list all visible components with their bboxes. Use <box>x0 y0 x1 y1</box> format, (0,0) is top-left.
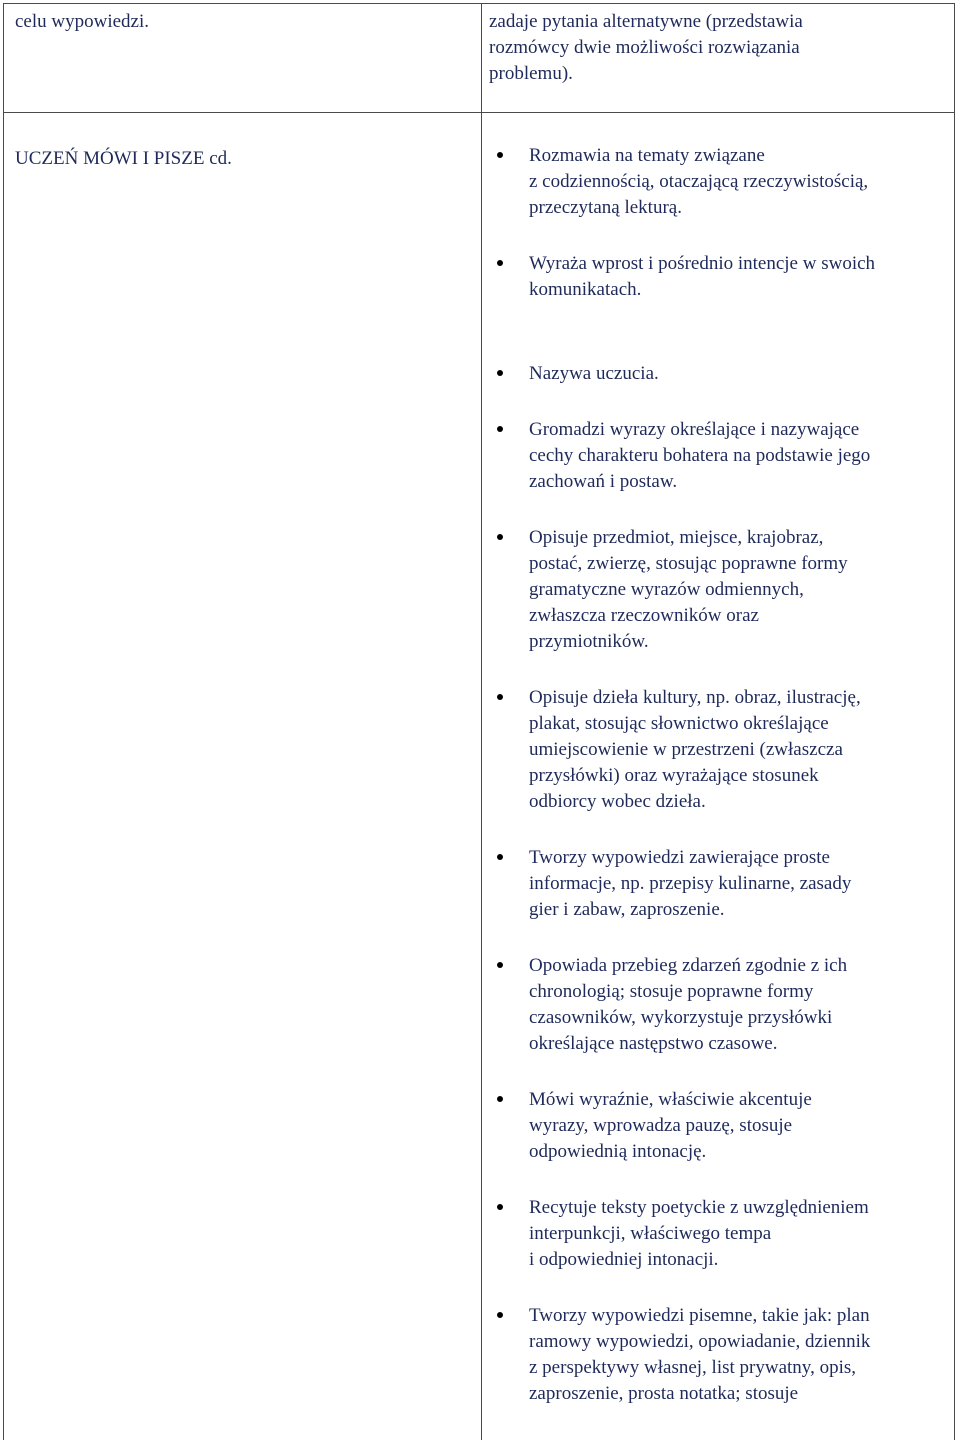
outcome-list <box>489 143 949 1437</box>
list-item: Nazywa uczucia. <box>489 361 949 387</box>
table-row <box>4 4 954 113</box>
list-item: Tworzy wypowiedzi pisemne, takie jak: plan ramowy wypowiedzi, opowiadanie, dziennik z perspektywy własnej, list prywatny, opis, zaproszenie, prosta notatka; stosuje <box>489 1303 949 1407</box>
list-item: Rozmawia na tematy związane z codziennością, otaczającą rzeczywistością, przeczytaną lekturą. <box>489 143 949 221</box>
list-item: Wyraża wprost i pośrednio intencje w swoich komunikatach. <box>489 251 949 303</box>
list-item: Opisuje przedmiot, miejsce, krajobraz, postać, zwierzę, stosując poprawne formy gramatyczne wyrazów odmiennych, zwłaszcza rzeczowników oraz przymiotników. <box>489 525 949 655</box>
row-1-right-cell: zadaje pytania alternatywne (przedstawia rozmówcy dwie możliwości rozwiązania problemu). <box>489 11 803 84</box>
curriculum-table <box>3 3 955 1440</box>
list-item: Gromadzi wyrazy określające i nazywające cechy charakteru bohatera na podstawie jego zachowań i postaw. <box>489 417 949 495</box>
list-item: Opowiada przebieg zdarzeń zgodnie z ich chronologią; stosuje poprawne formy czasowników, wykorzystuje przysłówki określające następstwo czasowe. <box>489 953 949 1057</box>
table-row <box>4 113 954 1440</box>
section-label: UCZEŃ MÓWI I PISZE cd. <box>15 148 232 169</box>
row-1-left-cell: celu wypowiedzi. <box>15 11 150 32</box>
list-item: Tworzy wypowiedzi zawierające proste informacje, np. przepisy kulinarne, zasady gier i zabaw, zaproszenie. <box>489 845 949 923</box>
list-item: Recytuje teksty poetyckie z uwzględnieniem interpunkcji, właściwego tempa i odpowiedniej intonacji. <box>489 1195 949 1273</box>
list-item: Mówi wyraźnie, właściwie akcentuje wyrazy, wprowadza pauzę, stosuje odpowiednią intonację. <box>489 1087 949 1165</box>
list-item: Opisuje dzieła kultury, np. obraz, ilustrację, plakat, stosując słownictwo określające umiejscowienie w przestrzeni (zwłaszcza przysłówki) oraz wyrażające stosunek odbiorcy wobec dzieła. <box>489 685 949 815</box>
